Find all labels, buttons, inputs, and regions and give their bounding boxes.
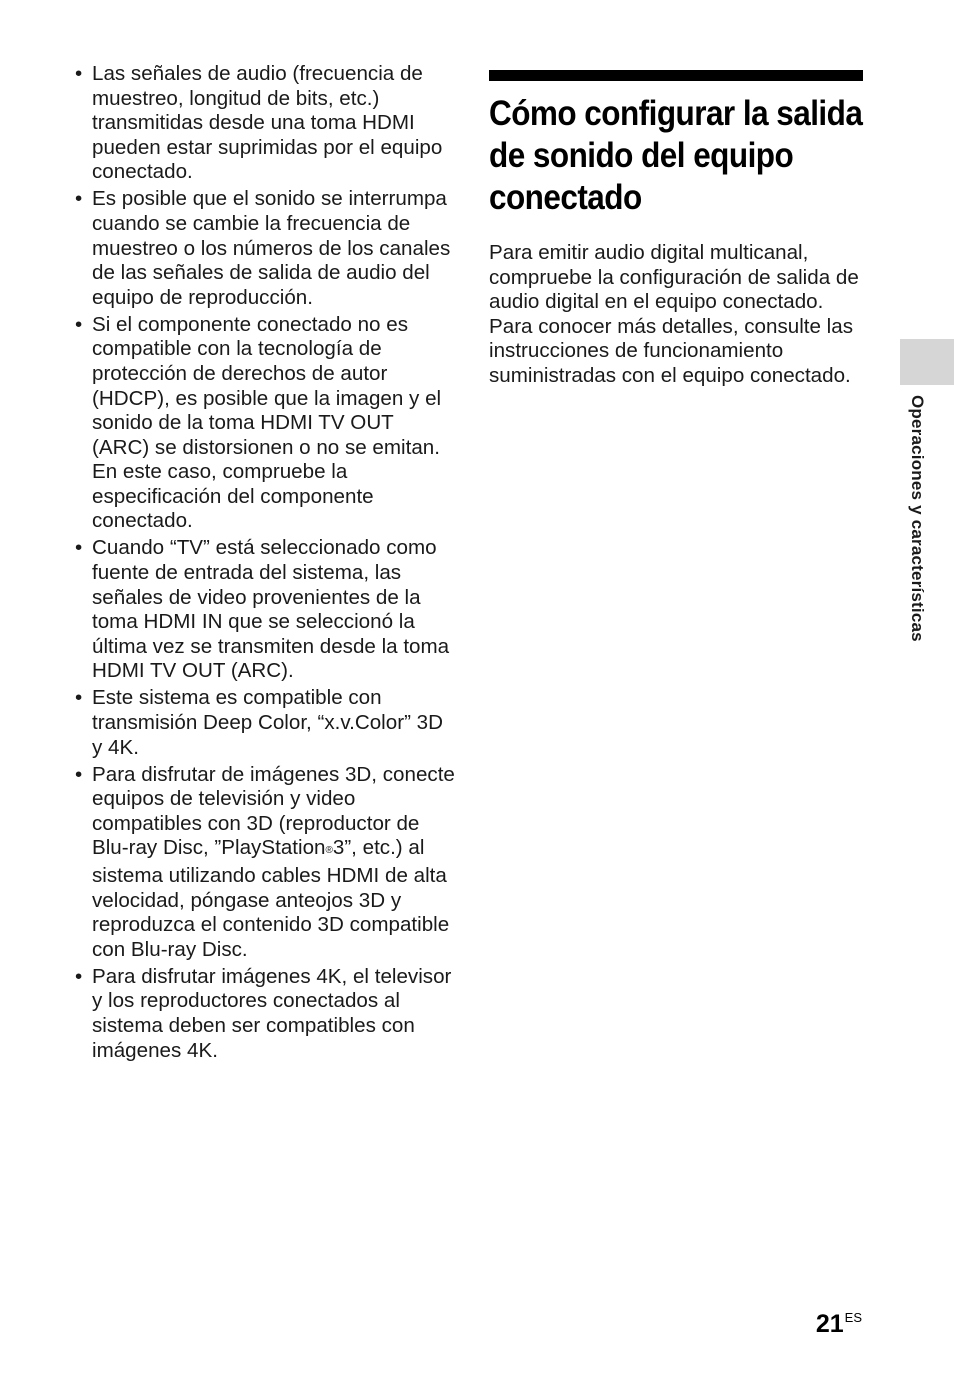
list-item bbox=[75, 536, 455, 684]
section-title: Cómo configurar la salida de sonido del equipo conectado bbox=[489, 94, 863, 217]
list-item bbox=[75, 763, 455, 963]
side-tab-marker bbox=[900, 339, 954, 385]
bullet-marker: • bbox=[75, 762, 83, 786]
registered-mark: ® bbox=[325, 845, 333, 857]
heading-rule bbox=[489, 70, 863, 81]
left-column bbox=[75, 62, 455, 1065]
list-item-text: Cuando “TV” está seleccionado como fuente de entrada del sistema, las señales de video provenientes de la toma HDMI IN que se seleccionó la última vez se transmiten desde la toma HDMI TV OUT (ARC). bbox=[92, 536, 450, 683]
section-body bbox=[489, 241, 864, 389]
notes-list bbox=[75, 62, 455, 1063]
list-item bbox=[75, 313, 455, 534]
bullet-marker: • bbox=[75, 62, 83, 85]
list-item-text: Es posible que el sonido se interrumpa cuando se cambie la frecuencia de muestreo o los números de los canales de las señales de salida de audio del equipo de reproducción. bbox=[92, 187, 451, 309]
page-number bbox=[816, 1310, 862, 1339]
bullet-marker: • bbox=[75, 536, 83, 560]
language-code: ES bbox=[844, 1310, 862, 1325]
paragraph-1: Para emitir audio digital multicanal, compruebe la configuración de salida de audio digital en el equipo conectado. bbox=[489, 241, 859, 314]
right-column bbox=[489, 70, 864, 389]
side-tab-label: Operaciones y características bbox=[908, 395, 927, 642]
list-item-text-part: 3”, etc.) al sistema utilizando cables HDMI de alta velocidad, póngase anteojos 3D y reproduzca el contenido 3D compatible con Blu-ray Disc. bbox=[92, 836, 450, 961]
bullet-marker: • bbox=[75, 964, 83, 988]
list-item bbox=[75, 62, 455, 185]
list-item-text: Para disfrutar imágenes 4K, el televisor y los reproductores conectados al sistema deben ser compatibles con imágenes 4K. bbox=[92, 964, 452, 1062]
paragraph-2: Para conocer más detalles, consulte las instrucciones de funcionamiento suministradas con el equipo conectado. bbox=[489, 314, 854, 387]
list-item bbox=[75, 187, 455, 310]
list-item-text bbox=[92, 763, 455, 961]
list-item bbox=[75, 965, 455, 1063]
bullet-marker: • bbox=[75, 312, 83, 336]
bullet-marker: • bbox=[75, 686, 83, 710]
list-item-text: Este sistema es compatible con transmisión Deep Color, “x.v.Color” 3D y 4K. bbox=[92, 686, 443, 759]
list-item bbox=[75, 686, 455, 760]
list-item-text: Las señales de audio (frecuencia de muestreo, longitud de bits, etc.) transmitidas desde una toma HDMI pueden estar suprimidas por el equipo conectado. bbox=[92, 62, 443, 184]
bullet-marker: • bbox=[75, 187, 83, 211]
page-number-value: 21 bbox=[815, 1310, 844, 1338]
list-item-text-part: Para disfrutar de imágenes 3D, conecte equipos de televisión y video compatibles con 3D (reproductor de Blu-ray Disc, ”PlayStation bbox=[92, 762, 455, 860]
list-item-text: Si el componente conectado no es compatible con la tecnología de protección de derechos de autor (HDCP), es posible que la imagen y el sonido de la toma HDMI TV OUT (ARC) se distorsionen o no se emitan. En este caso, compruebe la especificación del componente conectado. bbox=[92, 312, 442, 533]
